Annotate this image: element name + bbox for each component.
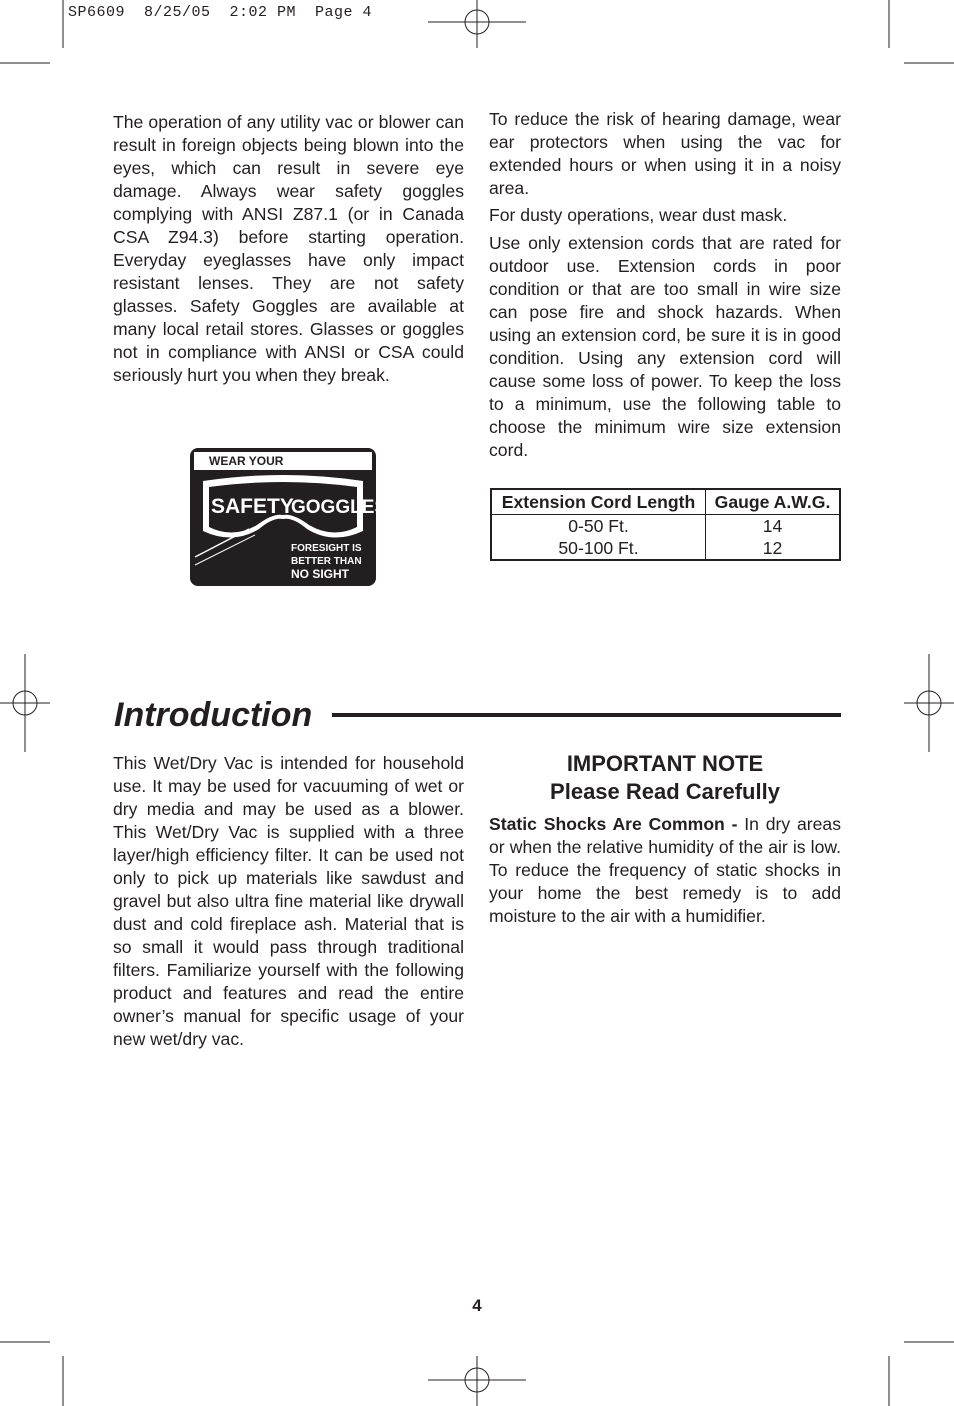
title-rule: [332, 713, 841, 717]
note-lead: Static Shocks Are Common -: [489, 814, 738, 834]
badge-line-1: FORESIGHT IS: [291, 543, 362, 554]
table-header-row: [491, 489, 840, 515]
safety-goggles-badge: [189, 447, 388, 587]
cell-length: 50-100 Ft.: [491, 537, 706, 560]
important-note-text: [489, 813, 841, 932]
safety-instructions-text: [489, 108, 841, 466]
note-body: In dry areas or when the relative humidity of the air is low. To reduce the frequency of static shocks in your home the best remedy is to add moisture to the air with a humidifier.: [489, 814, 841, 926]
note-heading-line-2: Please Read Carefully: [550, 779, 780, 804]
dust-mask-paragraph: For dusty operations, wear dust mask.: [489, 205, 788, 225]
cell-gauge: 12: [762, 538, 783, 558]
cell-length: 0-50 Ft.: [491, 515, 706, 538]
badge-goggles-word: GOGGLES: [291, 497, 388, 518]
note-heading-line-1: IMPORTANT NOTE: [566, 751, 764, 776]
header-cord-length: Extension Cord Length: [491, 489, 706, 515]
header-gauge: Gauge A.W.G.: [706, 489, 841, 515]
section-title: Introduction: [114, 696, 313, 734]
print-slug: SP6609 8/25/05 2:02 PM Page 4: [68, 4, 373, 21]
important-note-heading: [489, 750, 841, 806]
table-row: [491, 537, 840, 560]
extension-cord-paragraph: Use only extension cords that are rated for outdoor use. Extension cords in poor condition or that are too small in wire size can pose fire and shock hazards. When using an extension cord, be sure it is in good condition. Using any extension cord will cause some loss of power. To keep the loss to a minimum, use the following table to choose the minimum wire size extension cord.: [489, 233, 841, 460]
badge-line-3: NO SIGHT: [291, 567, 350, 581]
table-row: [491, 515, 840, 538]
cell-gauge: 14: [762, 516, 783, 536]
introduction-text: [113, 752, 464, 1055]
hearing-paragraph: To reduce the risk of hearing damage, wear ear protectors when using the vac for extended hours or when using it in a noisy area.: [489, 109, 841, 198]
intro-paragraph: This Wet/Dry Vac is intended for household use. It may be used for vacuuming of wet or dry media and may be used as a blower. This Wet/Dry Vac is supplied with a three layer/high efficiency filter. It can be used not only to pick up materials like sawdust and gravel but also ultra fine material like drywall dust and cold fireplace ash. Material that is so small it would pass through traditional filters. Familiarize yourself with the following product and features and read the entire owner’s manual for specific usage of your new wet/dry vac.: [113, 753, 464, 1049]
badge-safety-word: SAFETY: [211, 495, 294, 518]
page-number: 4: [472, 1296, 482, 1315]
badge-line-2: BETTER THAN: [291, 556, 362, 567]
extension-cord-table: [490, 488, 841, 561]
goggles-warning-text: [113, 111, 464, 391]
goggles-paragraph: The operation of any utility vac or blower can result in foreign objects being blown into the eyes, which can result in severe eye damage. Always wear safety goggles complying with ANSI Z87.1 (or in Canada CSA Z94.3) before starting operation. Everyday eyeglasses have only impact resistant lenses. They are not safety glasses. Safety Goggles are available at many local retail stores. Glasses or goggles not in compliance with ANSI or CSA could seriously hurt you when they break.: [113, 112, 464, 385]
note-paragraph: [489, 813, 841, 928]
badge-top-text: WEAR YOUR: [209, 454, 284, 468]
